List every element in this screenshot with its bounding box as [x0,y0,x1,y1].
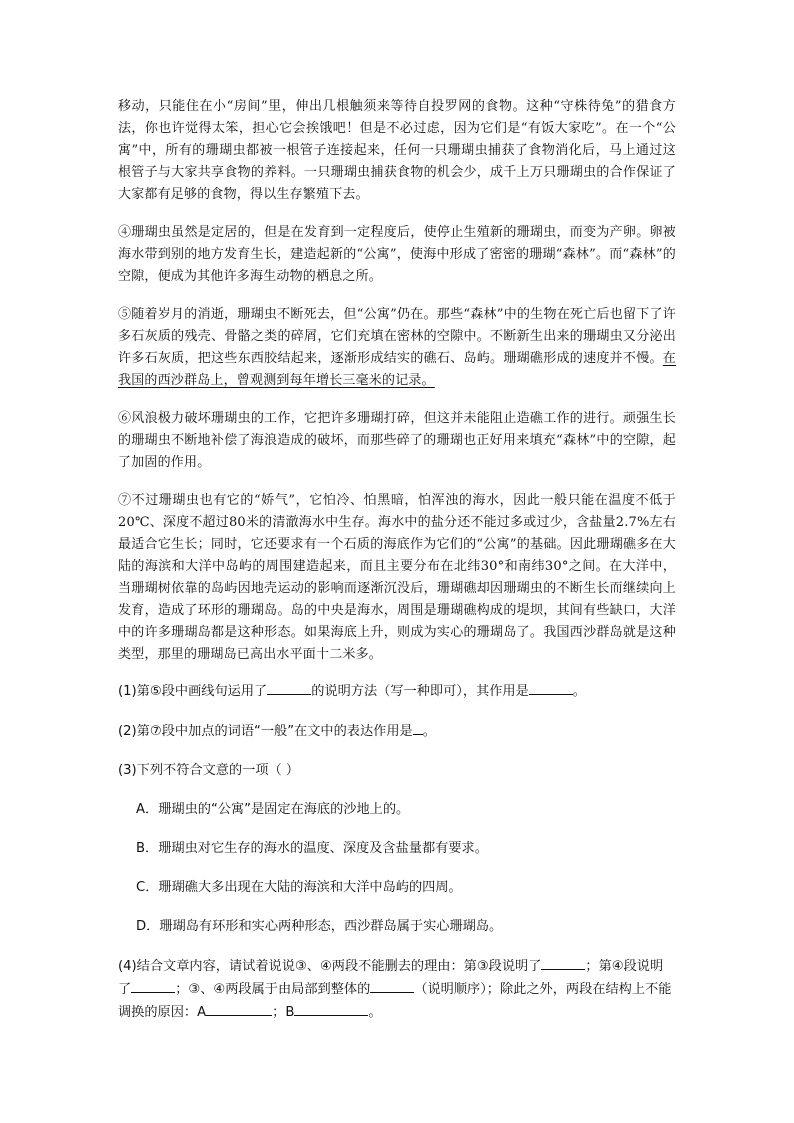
question-2-part-a: (2)第⑦段中加点的词语“一般”在文中的表达作用是 [118,724,413,739]
question-2 [118,720,676,743]
question-4 [118,955,676,1024]
question-3: (3)下列不符合文意的一项（ ） [118,763,300,778]
answer-blank[interactable] [206,1001,272,1016]
answer-blank[interactable] [413,720,423,735]
question-4-part-f: 。 [368,1005,382,1020]
paragraph-5-underlined-sentence: 在我国的西沙群岛上，曾观测到每年增长三毫米的记录。 [118,351,676,388]
question-1-part-c: 。 [572,684,586,699]
answer-blank[interactable] [267,680,311,695]
question-4-part-c: ；③、④两段属于由局部到整体的 [175,982,371,997]
paragraph-intro: 移动，只能住在小“房间”里，伸出几根触须来等待自投罗网的食物。这种“守株待兔”的猎食方法，你也许觉得太笨，担心它会挨饿吧！但是不必过虑，因为它们是“有饭大家吃”。在一个“公寓”中，所有的珊瑚虫都被一根管子连接起来，任何一只珊瑚虫捕获了食物消化后，马上通过这根管子与大家共享食物的养料。一只珊瑚虫捕获食物的机会少，成千上万只珊瑚虫的合作保证了大家都有足够的食物，得以生存繁殖下去。 [118,99,676,202]
option-a[interactable]: A．珊瑚虫的“公寓”是固定在海底的沙地上的。 [136,802,410,817]
paragraph-6: ⑥风浪极力破坏珊瑚虫的工作，它把许多珊瑚打碎，但这并未能阻止造礁工作的进行。顽强生长的珊瑚虫不断地补偿了海浪造成的破坏，而那些碎了的珊瑚也正好用来填充“森林”中的空隙，起了加固的作用。 [118,411,676,470]
question-1-part-a: (1)第⑤段中画线句运用了 [118,684,268,699]
option-c[interactable]: C．珊瑚礁大多出现在大陆的海滨和大洋中岛屿的四周。 [136,880,462,895]
question-4-part-e: ；B [272,1005,295,1020]
question-1 [118,680,676,703]
paragraph-5-text: ⑤随着岁月的消逝，珊瑚虫不断死去，但“公寓”仍在。那些“森林”中的生物在死亡后也留下了许多石灰质的残壳、骨骼之类的碎屑，它们充填在密林的空隙中。不断新生出来的珊瑚虫又分泌出许多石灰质，把这些东西胶结起来，逐渐形成结实的礁石、岛屿。珊瑚礁形成的速度并不慢。 [118,307,676,366]
question-4-part-a: (4)结合文章内容，请试着说说③、④两段不能删去的理由：第③段说明了 [118,959,542,974]
answer-blank[interactable] [131,978,175,993]
question-2-part-b: 。 [422,724,436,739]
answer-blank[interactable] [294,1001,368,1016]
question-1-part-b: 的说明方法（写一种即可），其作用是 [311,684,529,699]
answer-blank[interactable] [541,955,585,970]
question-4-part-b: ；第④段说明了 [118,959,664,997]
answer-blank[interactable] [370,978,414,993]
question-4-part-d: （说明顺序）；除此之外，两段在结构上不能调换的原因：A [118,982,672,1020]
answer-blank[interactable] [529,680,573,695]
paragraph-7: ⑦不过珊瑚虫也有它的“娇气”，它怕冷、怕黑暗，怕浑浊的海水，因此一般只能在温度不低于20℃、深度不超过80米的清澈海水中生存。海水中的盐分还不能过多或过少，含盐量2.7%左右最适合它生长；同时，它还要求有一个石质的海底作为它们的“公寓”的基础。因此珊瑚礁多在大陆的海滨和大洋中岛屿的周围建造起来，而且主要分布在北纬30°和南纬30°之间。在大洋中，当珊瑚树依靠的岛屿因地壳运动的影响而逐渐沉没后，珊瑚礁却因珊瑚虫的不断生长而继续向上发育，造成了环形的珊瑚岛。岛的中央是海水，周围是珊瑚礁构成的堤坝，其间有些缺口，大洋中的许多珊瑚岛都是这种形态。如果海底上升，则成为实心的珊瑚岛了。我国西沙群岛就是这种类型，那里的珊瑚岛已高出水平面十二米多。 [118,493,676,662]
option-d[interactable]: D．珊瑚岛有环形和实心两种形态，西沙群岛属于实心珊瑚岛。 [136,919,503,934]
paragraph-5 [118,304,676,392]
paragraph-4: ④珊瑚虫虽然是定居的，但是在发育到一定程度后，使停止生殖新的珊瑚虫，而变为产卵。卵被海水带到别的地方发育生长，建造起新的“公寓”，使海中形成了密密的珊瑚“森林”。而“森林”的空隙，便成为其他许多海生动物的栖息之所。 [118,225,676,284]
document-page [118,96,676,1041]
option-b[interactable]: B．珊瑚虫对它生存的海水的温度、深度及含盐量都有要求。 [136,841,488,856]
